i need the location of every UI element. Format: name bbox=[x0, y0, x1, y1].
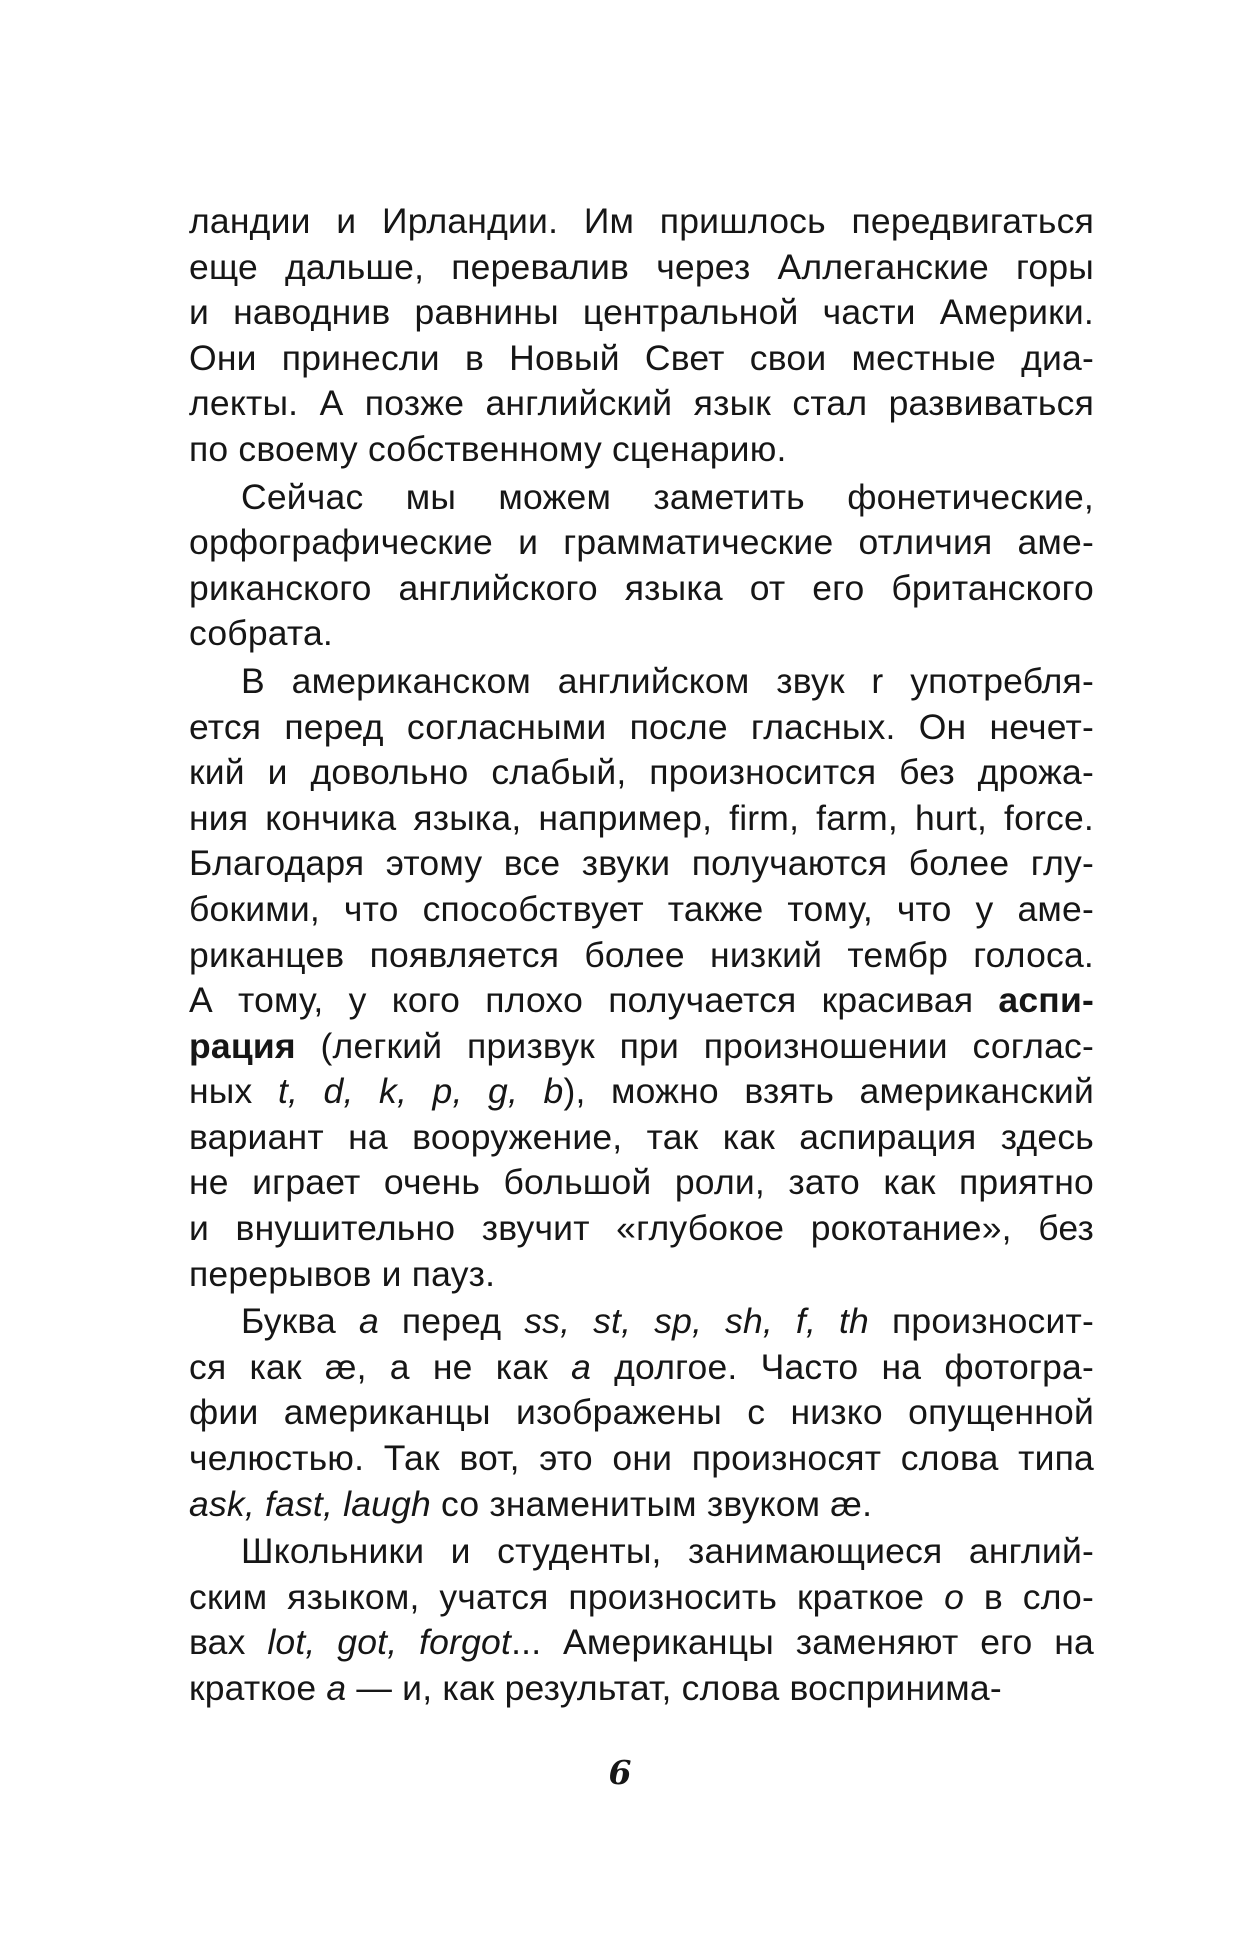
text-line bbox=[189, 1529, 1094, 1575]
text-segment: (легкий призвук при произношении соглас- bbox=[295, 1025, 1094, 1066]
text-segment: вариант на вооружение, так как аспирация здесь bbox=[189, 1116, 1094, 1157]
text-line bbox=[189, 199, 1094, 245]
text-segment: фии американцы изображены с низко опущенной bbox=[189, 1392, 1094, 1433]
text-segment: Сейчас мы можем заметить фонетические, bbox=[241, 476, 1094, 517]
text-segment: произносит- bbox=[869, 1301, 1094, 1342]
text-line bbox=[189, 1299, 1094, 1345]
text-line bbox=[189, 1575, 1094, 1621]
text-segment: и наводнив равнины центральной части Америки. bbox=[189, 292, 1094, 333]
text-segment: перед bbox=[378, 1301, 525, 1342]
text-segment: Они принесли в Новый Свет свои местные диа- bbox=[189, 337, 1094, 378]
text-line bbox=[189, 1160, 1094, 1206]
text-line bbox=[189, 1252, 1094, 1298]
text-segment: долгое. Часто на фотогра- bbox=[591, 1346, 1094, 1387]
italic-example: lot, got, forgot bbox=[267, 1622, 512, 1663]
text-line bbox=[189, 705, 1094, 751]
text-line bbox=[189, 750, 1094, 796]
italic-example: t, d, k, p, g, b bbox=[277, 1071, 564, 1112]
paragraph bbox=[189, 475, 1094, 657]
text-line bbox=[189, 245, 1094, 291]
text-segment: Буква bbox=[241, 1301, 359, 1342]
text-segment: ния кончика языка, например, firm, farm, hurt, force. bbox=[189, 797, 1094, 838]
text-line bbox=[189, 475, 1094, 521]
text-line bbox=[189, 1482, 1094, 1528]
text-segment: Школьники и студенты, занимающиеся англий- bbox=[241, 1531, 1094, 1572]
text-segment: В американском английском звук r употребля- bbox=[241, 660, 1094, 701]
text-line bbox=[189, 336, 1094, 382]
text-segment: ся как æ, а не как bbox=[189, 1346, 572, 1387]
italic-example: ss, st, sp, sh, f, th bbox=[524, 1301, 870, 1342]
text-segment: и внушительно звучит «глубокое рокотание», без bbox=[189, 1208, 1094, 1249]
text-line bbox=[189, 659, 1094, 705]
text-segment: ), можно взять американский bbox=[563, 1071, 1094, 1112]
italic-example: ask, fast, laugh bbox=[189, 1483, 431, 1524]
text-line bbox=[189, 566, 1094, 612]
bold-term: рация bbox=[189, 1025, 296, 1066]
text-segment: Благодаря этому все звуки получаются более глу- bbox=[189, 843, 1094, 884]
text-segment: риканцев появляется более низкий тембр голоса. bbox=[189, 934, 1094, 975]
text-segment: ных bbox=[189, 1071, 278, 1112]
italic-example: a bbox=[326, 1668, 347, 1708]
bold-term: аспи- bbox=[998, 980, 1094, 1021]
text-line bbox=[189, 427, 1094, 473]
text-line bbox=[189, 381, 1094, 427]
text-line bbox=[189, 1666, 1094, 1712]
paragraph bbox=[189, 199, 1094, 473]
italic-example: a bbox=[571, 1346, 592, 1387]
text-line bbox=[189, 520, 1094, 566]
text-line bbox=[189, 978, 1094, 1024]
text-line bbox=[189, 933, 1094, 979]
text-line bbox=[189, 841, 1094, 887]
text-segment: по своему собственному сценарию. bbox=[189, 428, 787, 469]
paragraph bbox=[189, 1529, 1094, 1711]
text-segment: бокими, что способствует также тому, что у аме- bbox=[189, 888, 1094, 929]
text-segment: А тому, у кого плохо получается красивая bbox=[189, 980, 999, 1021]
text-segment: — и, как результат, слова воспринима- bbox=[346, 1668, 1002, 1708]
text-segment: не играет очень большой роли, зато как приятно bbox=[189, 1162, 1094, 1203]
text-segment: краткое bbox=[189, 1668, 327, 1708]
text-line bbox=[189, 1620, 1094, 1666]
body-text bbox=[189, 199, 1094, 1712]
text-segment: со знаменитым звуком æ. bbox=[430, 1483, 873, 1524]
page-number: 6 bbox=[608, 1753, 632, 1792]
text-segment: орфографические и грамматические отличия аме- bbox=[189, 522, 1094, 563]
text-line bbox=[189, 1436, 1094, 1482]
text-segment: еще дальше, перевалив через Аллеганские горы bbox=[189, 246, 1094, 287]
text-segment: собрата. bbox=[189, 613, 333, 654]
paragraph bbox=[189, 1299, 1094, 1527]
text-segment: перерывов и пауз. bbox=[189, 1253, 496, 1294]
text-segment: ским языком, учатся произносить краткое bbox=[189, 1576, 945, 1617]
text-segment: ландии и Ирландии. Им пришлось передвигаться bbox=[189, 201, 1094, 241]
text-line bbox=[189, 1206, 1094, 1252]
text-line bbox=[189, 290, 1094, 336]
text-segment: ется перед согласными после гласных. Он нечет- bbox=[189, 706, 1094, 747]
text-line bbox=[189, 611, 1094, 657]
text-segment: вах bbox=[189, 1622, 268, 1663]
text-line bbox=[189, 1390, 1094, 1436]
italic-example: o bbox=[944, 1576, 965, 1617]
italic-example: a bbox=[358, 1301, 379, 1342]
text-line bbox=[189, 796, 1094, 842]
text-line bbox=[189, 1345, 1094, 1391]
text-segment: в сло- bbox=[964, 1576, 1094, 1617]
text-segment: ... Американцы заменяют его на bbox=[511, 1622, 1094, 1663]
text-line bbox=[189, 887, 1094, 933]
text-line bbox=[189, 1069, 1094, 1115]
text-segment: лекты. А позже английский язык стал развиваться bbox=[189, 383, 1094, 424]
paragraph bbox=[189, 659, 1094, 1297]
text-line bbox=[189, 1115, 1094, 1161]
text-segment: кий и довольно слабый, произносится без дрожа- bbox=[189, 752, 1094, 793]
text-segment: челюстью. Так вот, это они произносят слова типа bbox=[189, 1438, 1094, 1479]
text-line bbox=[189, 1024, 1094, 1070]
text-segment: риканского английского языка от его британского bbox=[189, 567, 1094, 608]
